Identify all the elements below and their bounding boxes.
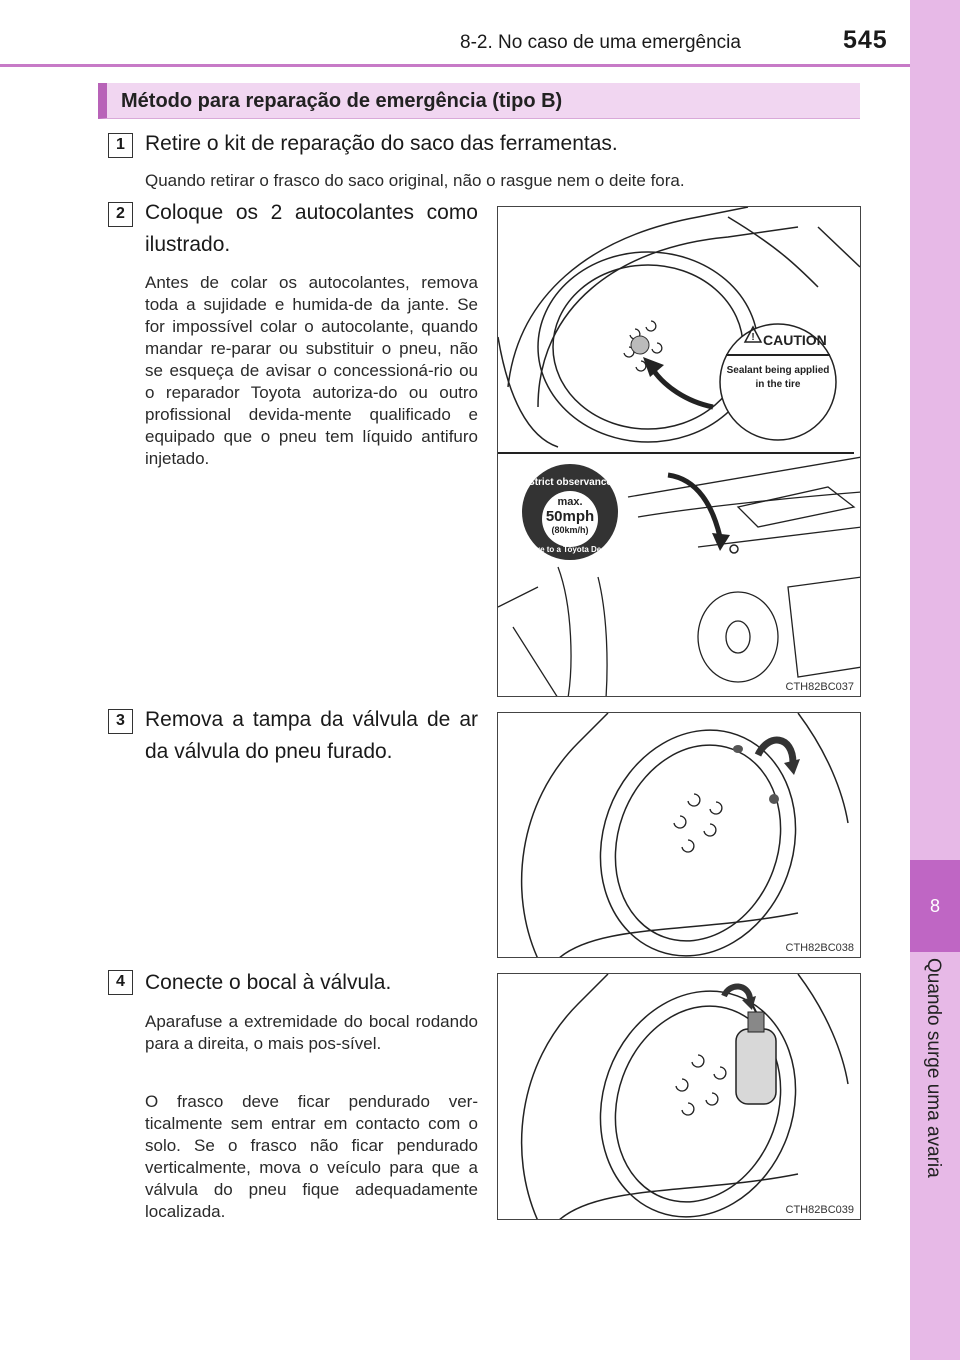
figure-code-1: CTH82BC037: [785, 681, 854, 693]
sticker-top-text: Strict observance: [528, 477, 612, 488]
step-3-number: 3: [108, 709, 133, 734]
step-1-note: Quando retirar o frasco do saco original, não o rasgue nem o deite fora.: [145, 171, 685, 190]
figure-code-2: CTH82BC038: [785, 942, 854, 954]
svg-text:!: !: [751, 332, 755, 343]
step-4-note-1: Aparafuse a extremidade do bocal rodando para a direita, o mais pos-sível.: [145, 1012, 478, 1053]
figure-nozzle: [497, 973, 861, 1220]
section-title: Método para reparação de emergência (tipo B): [121, 90, 563, 112]
sticker-kmh: (80km/h): [551, 525, 589, 535]
header-rule: [0, 64, 910, 67]
caution-heading: CAUTION: [763, 332, 827, 348]
figure-stickers: [497, 206, 861, 697]
step-4-title: Conecte o bocal à válvula.: [145, 971, 392, 994]
figure-valve-cap: [497, 712, 861, 958]
section-title-bar: [98, 83, 860, 119]
sticker-illustration: [498, 207, 861, 697]
section-header: 8-2. No caso de uma emergência: [460, 32, 741, 53]
chapter-title: Quando surge uma avaria: [923, 958, 944, 1178]
step-4-note-2: O frasco deve ficar pendurado ver-ticalmente sem entrar em contacto com o solo. Se o frasco não ficar pendurado verticalmente, mova o veículo para que a válvula do pneu fique adequadamente localizada.: [145, 1092, 478, 1221]
valve-cap-illustration: [498, 713, 861, 958]
step-4-number: 4: [108, 970, 133, 995]
step-1-number: 1: [108, 133, 133, 158]
step-2-number: 2: [108, 202, 133, 227]
nozzle-illustration: [498, 974, 861, 1220]
step-2-title: Coloque os 2 autocolantes como ilustrado.: [145, 201, 478, 256]
sticker-max: max.: [557, 496, 583, 508]
step-3-title: Remova a tampa da válvula de ar da válvula do pneu furado.: [145, 708, 478, 763]
step-1-title: Retire o kit de reparação do saco das ferramentas.: [145, 132, 618, 155]
sticker-bottom-text: Drive to a Toyota Dealer: [524, 545, 616, 554]
step-2-note: Antes de colar os autocolantes, remova toda a sujidade e humida-de da jante. Se for impossível colar o autocolante, quando mandar re-parar ou substituir o pneu, não se esqueça de avisar o concessioná-rio ou o reparador Toyota autoriza-do ou outro profissional devida-mente qualificado e equipado que o pneu tem líquido antifuro injetado.: [145, 273, 478, 468]
figure-code-3: CTH82BC039: [785, 1204, 854, 1216]
caution-line-1: Sealant being applied: [726, 365, 830, 376]
page-number: 545: [843, 26, 888, 54]
sticker-speed: 50mph: [545, 508, 595, 525]
caution-line-2: in the tire: [755, 379, 801, 390]
chapter-number: 8: [910, 860, 960, 952]
